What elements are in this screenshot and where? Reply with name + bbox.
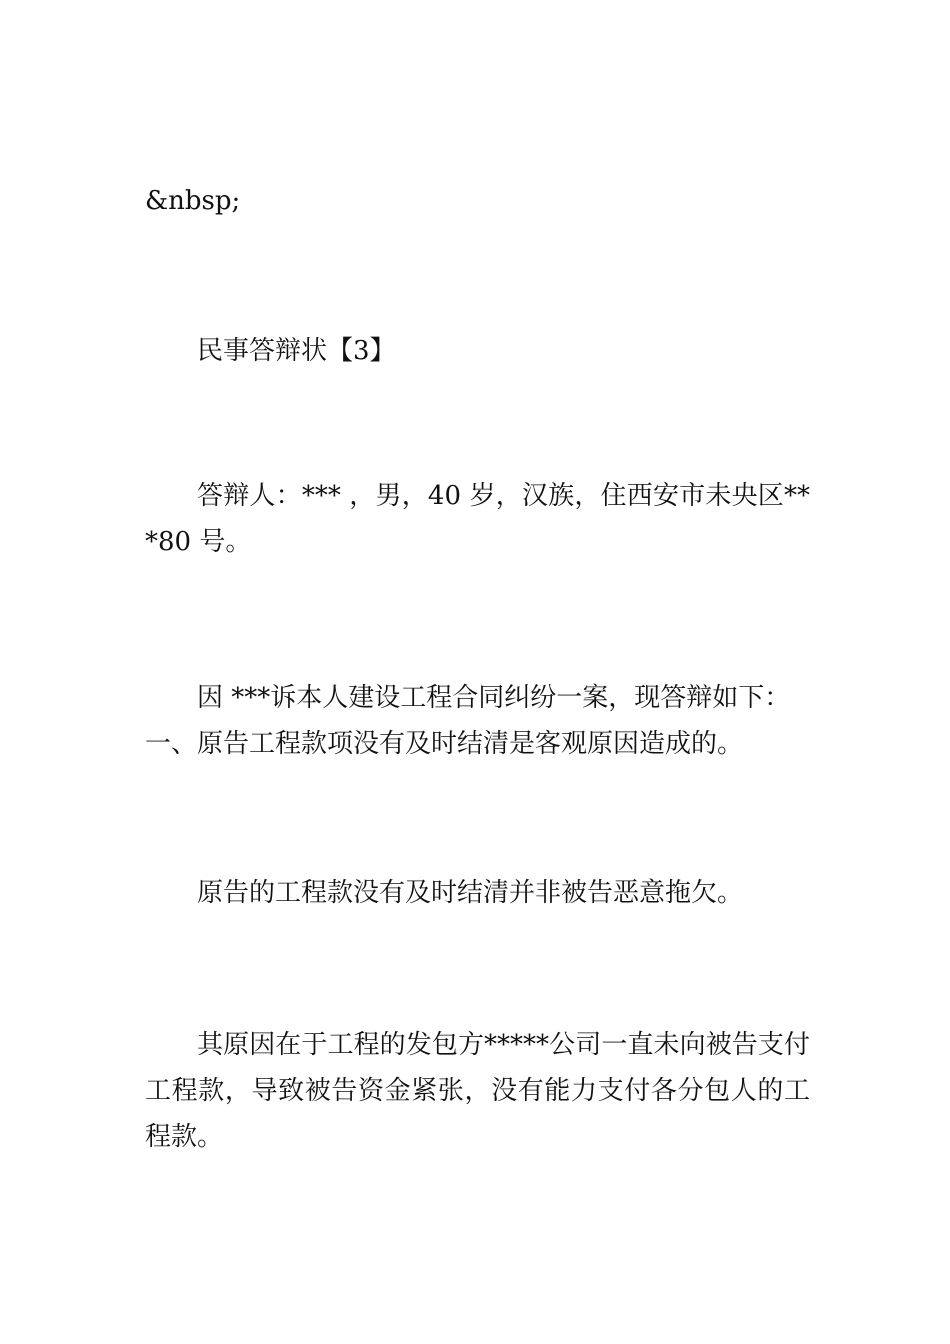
nbsp-artifact-text: &nbsp; [145,186,241,216]
reason-paragraph: 其原因在于工程的发包方*****公司一直未向被告支付工程款，导致被告资金紧张，没有能力支付各分包人的工程款。 [145,1030,810,1152]
plaintiff-statement-paragraph: 原告的工程款没有及时结清并非被告恶意拖欠。 [197,878,744,908]
cause-line: 因 ***诉本人建设工程合同纠纷一案，现答辩如下： [197,683,791,713]
document-title: 民事答辩状【3】 [197,336,396,366]
defendant-info-paragraph: 答辩人：*** ，男，40 岁，汉族，住西安市未央区***80 号。 [145,481,810,557]
point-one-heading: 一、原告工程款项没有及时结清是客观原因造成的。 [145,729,744,759]
